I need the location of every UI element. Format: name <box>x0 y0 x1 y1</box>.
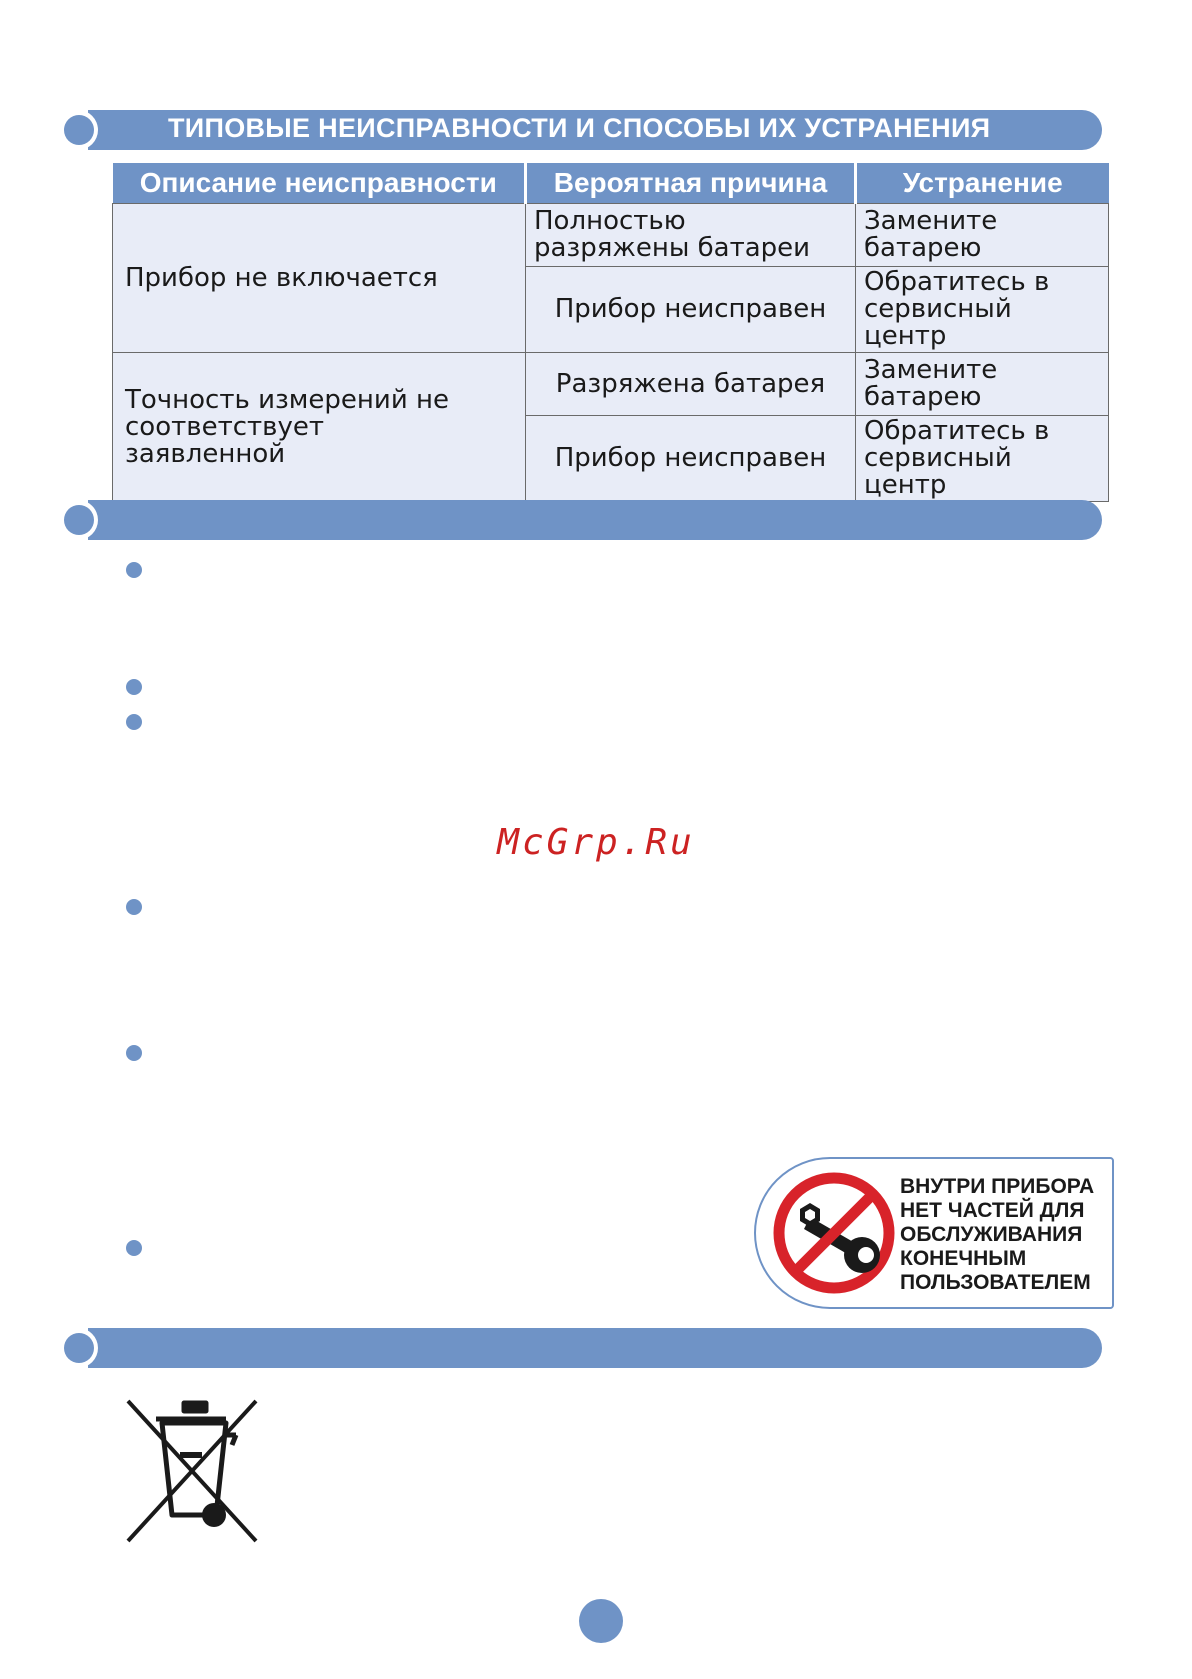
fault-fix: Замените батарею <box>856 204 1109 267</box>
bullet-marker <box>126 562 142 578</box>
sign-line: ОБСЛУЖИВАНИЯ <box>900 1223 1083 1246</box>
fault-fix: Обратитесь в сервисный центр <box>856 416 1109 502</box>
no-serviceable-parts-sign <box>754 1157 1114 1309</box>
weee-crossed-bin-icon <box>122 1397 264 1547</box>
section-header-troubleshooting <box>58 110 1102 150</box>
section-dot <box>64 115 94 145</box>
table-row <box>113 353 1109 416</box>
fault-cause: Прибор неисправен <box>526 267 856 353</box>
bullet-marker <box>126 679 142 695</box>
header-fix: Устранение <box>856 163 1109 204</box>
bullet-marker <box>126 1045 142 1061</box>
prohibited-wrench-icon <box>770 1169 898 1297</box>
section-band <box>88 1328 1102 1368</box>
page-number-dot <box>579 1599 623 1643</box>
bullet-marker <box>126 1240 142 1256</box>
section-title: ТИПОВЫЕ НЕИСПРАВНОСТИ И СПОСОБЫ ИХ УСТРАНЕНИЯ <box>168 113 991 143</box>
header-description: Описание неисправности <box>113 163 526 204</box>
sign-line: НЕТ ЧАСТЕЙ ДЛЯ <box>900 1199 1085 1222</box>
sign-line: ВНУТРИ ПРИБОРА <box>900 1175 1095 1198</box>
fault-fix: Обратитесь в сервисный центр <box>856 267 1109 353</box>
fault-cause: Полностью разряжены батареи <box>526 204 856 267</box>
fault-description: Прибор не включается <box>113 204 526 353</box>
watermark: McGrp.Ru <box>497 822 695 863</box>
table-header-row <box>113 163 1109 204</box>
sign-line: КОНЕЧНЫМ <box>900 1247 1027 1270</box>
section-dot <box>64 1333 94 1363</box>
section-header-care <box>58 500 1102 540</box>
header-cause: Вероятная причина <box>526 163 856 204</box>
fault-cause: Прибор неисправен <box>526 416 856 502</box>
bullet-marker <box>126 899 142 915</box>
sign-text <box>900 1175 1094 1295</box>
table-row <box>113 204 1109 267</box>
fault-fix: Замените батарею <box>856 353 1109 416</box>
fault-cause: Разряжена батарея <box>526 353 856 416</box>
section-header-disposal <box>58 1328 1102 1368</box>
troubleshooting-table <box>112 163 1109 502</box>
section-dot <box>64 505 94 535</box>
bullet-marker <box>126 714 142 730</box>
fault-description: Точность измерений не соответствует заявленной <box>113 353 526 502</box>
section-band <box>88 500 1102 540</box>
sign-line: ПОЛЬЗОВАТЕЛЕМ <box>900 1271 1091 1294</box>
